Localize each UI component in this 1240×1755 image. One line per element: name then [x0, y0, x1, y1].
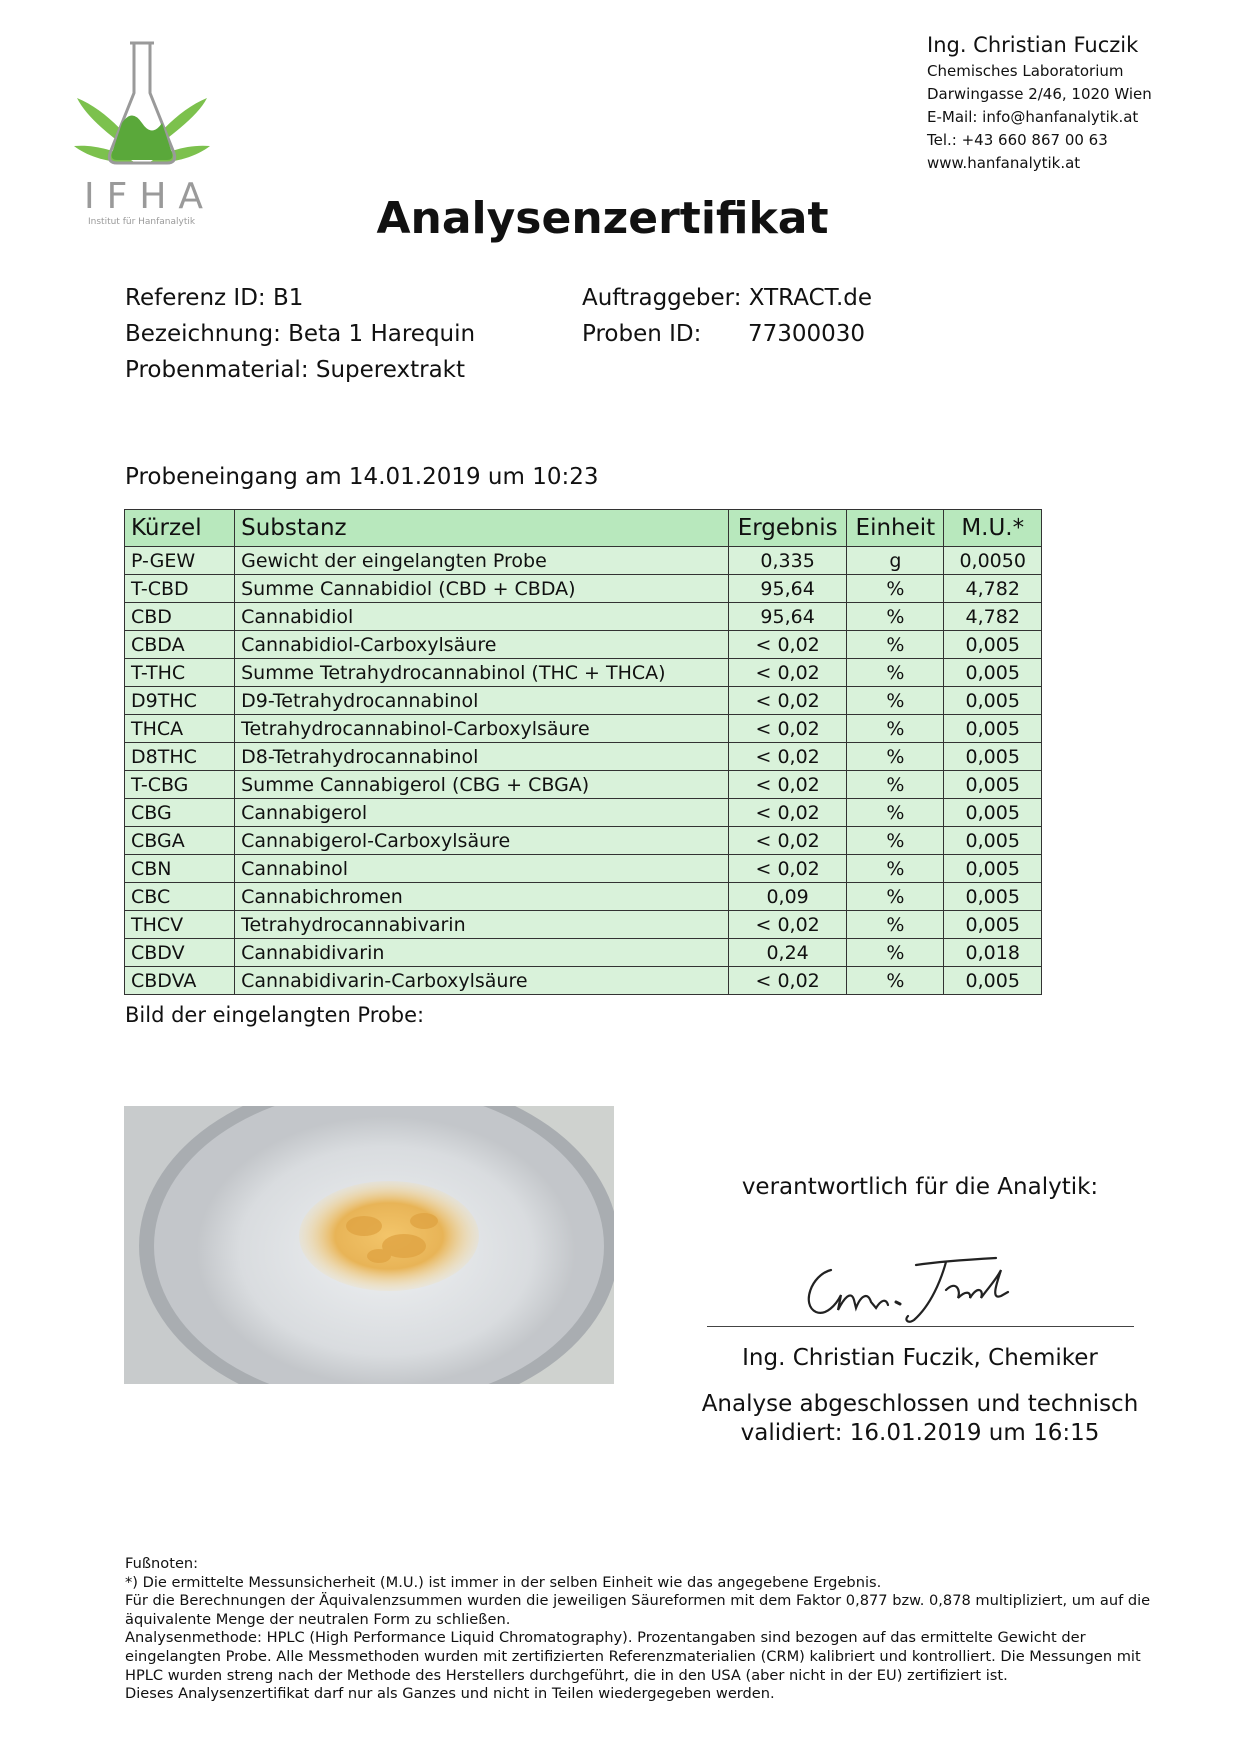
- cell-ergebnis: < 0,02: [728, 631, 846, 659]
- header-einheit: Einheit: [847, 510, 944, 547]
- cell-einheit: %: [847, 631, 944, 659]
- table-row: [125, 575, 1042, 603]
- table-row: [125, 883, 1042, 911]
- cell-kuerzel: T-CBG: [125, 771, 235, 799]
- signature-line: [707, 1326, 1134, 1327]
- footnote-4: Dieses Analysenzertifikat darf nur als Ganzes und nicht in Teilen wiedergegeben werden.: [125, 1685, 775, 1703]
- cell-ergebnis: < 0,02: [728, 967, 846, 995]
- table-row: [125, 743, 1042, 771]
- cell-mu: 0,0050: [944, 547, 1042, 575]
- cell-mu: 4,782: [944, 603, 1042, 631]
- table-row: [125, 547, 1042, 575]
- cell-substanz: Tetrahydrocannabinol-Carboxylsäure: [235, 715, 729, 743]
- logo-text: IFHA: [84, 176, 216, 217]
- cell-einheit: %: [847, 967, 944, 995]
- cell-kuerzel: D9THC: [125, 687, 235, 715]
- cell-ergebnis: < 0,02: [728, 743, 846, 771]
- cell-substanz: Summe Cannabigerol (CBG + CBGA): [235, 771, 729, 799]
- lab-address: [927, 30, 1152, 175]
- auftraggeber: Auftraggeber: XTRACT.de: [582, 285, 873, 311]
- proben-id-value: 77300030: [748, 321, 866, 347]
- lab-line: E-Mail: info@hanfanalytik.at: [927, 108, 1139, 126]
- cell-ergebnis: 0,09: [728, 883, 846, 911]
- cell-kuerzel: THCV: [125, 911, 235, 939]
- table-row: [125, 687, 1042, 715]
- cell-einheit: %: [847, 659, 944, 687]
- cell-einheit: %: [847, 855, 944, 883]
- cell-ergebnis: < 0,02: [728, 827, 846, 855]
- cell-substanz: Cannabigerol-Carboxylsäure: [235, 827, 729, 855]
- cell-substanz: Cannabinol: [235, 855, 729, 883]
- chemist-name: Ing. Christian Fuczik, Chemiker: [742, 1345, 1098, 1371]
- cell-ergebnis: < 0,02: [728, 855, 846, 883]
- cell-substanz: Cannabichromen: [235, 883, 729, 911]
- responsible-label: verantwortlich für die Analytik:: [741, 1174, 1099, 1200]
- table-row: [125, 771, 1042, 799]
- cell-kuerzel: D8THC: [125, 743, 235, 771]
- footnotes: [125, 1555, 1165, 1704]
- completion-line-2: validiert: 16.01.2019 um 16:15: [740, 1420, 1100, 1446]
- cell-mu: 0,005: [944, 631, 1042, 659]
- cell-kuerzel: CBC: [125, 883, 235, 911]
- cell-kuerzel: CBDV: [125, 939, 235, 967]
- cell-substanz: Cannabidiol: [235, 603, 729, 631]
- logo-subtitle: Institut für Hanfanalytik: [88, 217, 196, 227]
- cell-einheit: g: [847, 547, 944, 575]
- cell-kuerzel: P-GEW: [125, 547, 235, 575]
- probeneingang: Probeneingang am 14.01.2019 um 10:23: [125, 464, 599, 490]
- cell-ergebnis: 95,64: [728, 575, 846, 603]
- header-mu: M.U.*: [944, 510, 1042, 547]
- cell-ergebnis: 0,335: [728, 547, 846, 575]
- header-substanz: Substanz: [235, 510, 729, 547]
- footnote-2: Für die Berechnungen der Äquivalenzsummen wurden die jeweiligen Säureformen mit dem Faktor 0,877 bzw. 0,878 multipliziert, um auf die äquivalente Menge der neutralen Form zu schließen.: [125, 1592, 1151, 1628]
- cell-ergebnis: < 0,02: [728, 771, 846, 799]
- cell-mu: 0,005: [944, 659, 1042, 687]
- cell-einheit: %: [847, 939, 944, 967]
- cell-mu: 0,005: [944, 967, 1042, 995]
- table-header-row: [125, 510, 1042, 547]
- bezeichnung: Bezeichnung: Beta 1 Harequin: [125, 321, 476, 347]
- lab-line: www.hanfanalytik.at: [927, 154, 1081, 172]
- cell-einheit: %: [847, 771, 944, 799]
- cell-kuerzel: CBG: [125, 799, 235, 827]
- cell-substanz: Cannabigerol: [235, 799, 729, 827]
- cell-mu: 0,005: [944, 687, 1042, 715]
- table-row: [125, 631, 1042, 659]
- cell-kuerzel: T-CBD: [125, 575, 235, 603]
- cell-ergebnis: 0,24: [728, 939, 846, 967]
- footnotes-heading: Fußnoten:: [125, 1555, 199, 1572]
- cell-ergebnis: < 0,02: [728, 715, 846, 743]
- cell-einheit: %: [847, 575, 944, 603]
- cell-substanz: Cannabidivarin-Carboxylsäure: [235, 967, 729, 995]
- lab-line: Tel.: +43 660 867 00 63: [927, 131, 1108, 149]
- cell-ergebnis: < 0,02: [728, 659, 846, 687]
- cell-kuerzel: CBDA: [125, 631, 235, 659]
- table-row: [125, 827, 1042, 855]
- cell-einheit: %: [847, 687, 944, 715]
- cell-substanz: D9-Tetrahydrocannabinol: [235, 687, 729, 715]
- cell-mu: 0,005: [944, 827, 1042, 855]
- picture-label: Bild der eingelangten Probe:: [125, 1003, 425, 1027]
- cell-einheit: %: [847, 911, 944, 939]
- cell-kuerzel: THCA: [125, 715, 235, 743]
- cell-ergebnis: < 0,02: [728, 799, 846, 827]
- cell-kuerzel: CBDVA: [125, 967, 235, 995]
- lab-line: Darwingasse 2/46, 1020 Wien: [927, 85, 1152, 103]
- cell-substanz: Summe Cannabidiol (CBD + CBDA): [235, 575, 729, 603]
- referenz-id: Referenz ID: B1: [125, 285, 304, 311]
- table-row: [125, 603, 1042, 631]
- cell-ergebnis: < 0,02: [728, 687, 846, 715]
- cell-kuerzel: CBGA: [125, 827, 235, 855]
- table-row: [125, 855, 1042, 883]
- cell-mu: 0,005: [944, 855, 1042, 883]
- header-ergebnis: Ergebnis: [728, 510, 846, 547]
- header-kuerzel: Kürzel: [125, 510, 235, 547]
- lab-line: Chemisches Laboratorium: [927, 62, 1124, 80]
- cell-ergebnis: < 0,02: [728, 911, 846, 939]
- completion-line-1: Analyse abgeschlossen und technisch: [701, 1391, 1139, 1417]
- cell-mu: 0,005: [944, 715, 1042, 743]
- cell-substanz: Tetrahydrocannabivarin: [235, 911, 729, 939]
- probenmaterial: Probenmaterial: Superextrakt: [125, 357, 466, 383]
- cell-mu: 0,005: [944, 799, 1042, 827]
- cell-kuerzel: T-THC: [125, 659, 235, 687]
- cell-ergebnis: 95,64: [728, 603, 846, 631]
- proben-id-label: Proben ID:: [582, 321, 702, 347]
- table-row: [125, 911, 1042, 939]
- cell-mu: 0,005: [944, 911, 1042, 939]
- sample-photo: [124, 1106, 614, 1384]
- cell-mu: 4,782: [944, 575, 1042, 603]
- cell-substanz: D8-Tetrahydrocannabinol: [235, 743, 729, 771]
- cell-einheit: %: [847, 603, 944, 631]
- table-row: [125, 715, 1042, 743]
- table-row: [125, 659, 1042, 687]
- lab-name: Ing. Christian Fuczik: [927, 33, 1139, 57]
- cell-mu: 0,005: [944, 743, 1042, 771]
- table-row: [125, 799, 1042, 827]
- table-row: [125, 967, 1042, 995]
- meta-right: [582, 280, 872, 352]
- page-title: Analysenzertifikat: [376, 193, 829, 244]
- completion-note: [700, 1390, 1140, 1448]
- cell-substanz: Cannabidiol-Carboxylsäure: [235, 631, 729, 659]
- cell-mu: 0,005: [944, 883, 1042, 911]
- cell-kuerzel: CBN: [125, 855, 235, 883]
- meta-left: [125, 280, 475, 388]
- cell-kuerzel: CBD: [125, 603, 235, 631]
- cell-einheit: %: [847, 827, 944, 855]
- results-table: [124, 509, 1042, 995]
- table-row: [125, 939, 1042, 967]
- cell-substanz: Gewicht der eingelangten Probe: [235, 547, 729, 575]
- cell-substanz: Cannabidivarin: [235, 939, 729, 967]
- cell-mu: 0,005: [944, 771, 1042, 799]
- footnote-3: Analysenmethode: HPLC (High Performance Liquid Chromatography). Prozentangaben sind bezogen auf das ermittelte Gewicht der eingelangten Probe. Alle Messmethoden wurden mit zertifizierten Referenzmaterialien (CRM) kalibriert und kontrolliert. Die Messungen mit HPLC wurden streng nach der Methode des Herstellers durchgeführt, die in den USA (aber nicht in der EU) zertifiziert ist.: [125, 1629, 1141, 1684]
- footnote-1: *) Die ermittelte Messunsicherheit (M.U.) ist immer in der selben Einheit wie das angegebene Ergebnis.: [125, 1573, 882, 1591]
- cell-einheit: %: [847, 715, 944, 743]
- cell-einheit: %: [847, 799, 944, 827]
- cell-mu: 0,018: [944, 939, 1042, 967]
- cell-einheit: %: [847, 743, 944, 771]
- handwritten-signature-icon: [796, 1250, 1020, 1328]
- cell-substanz: Summe Tetrahydrocannabinol (THC + THCA): [235, 659, 729, 687]
- cell-einheit: %: [847, 883, 944, 911]
